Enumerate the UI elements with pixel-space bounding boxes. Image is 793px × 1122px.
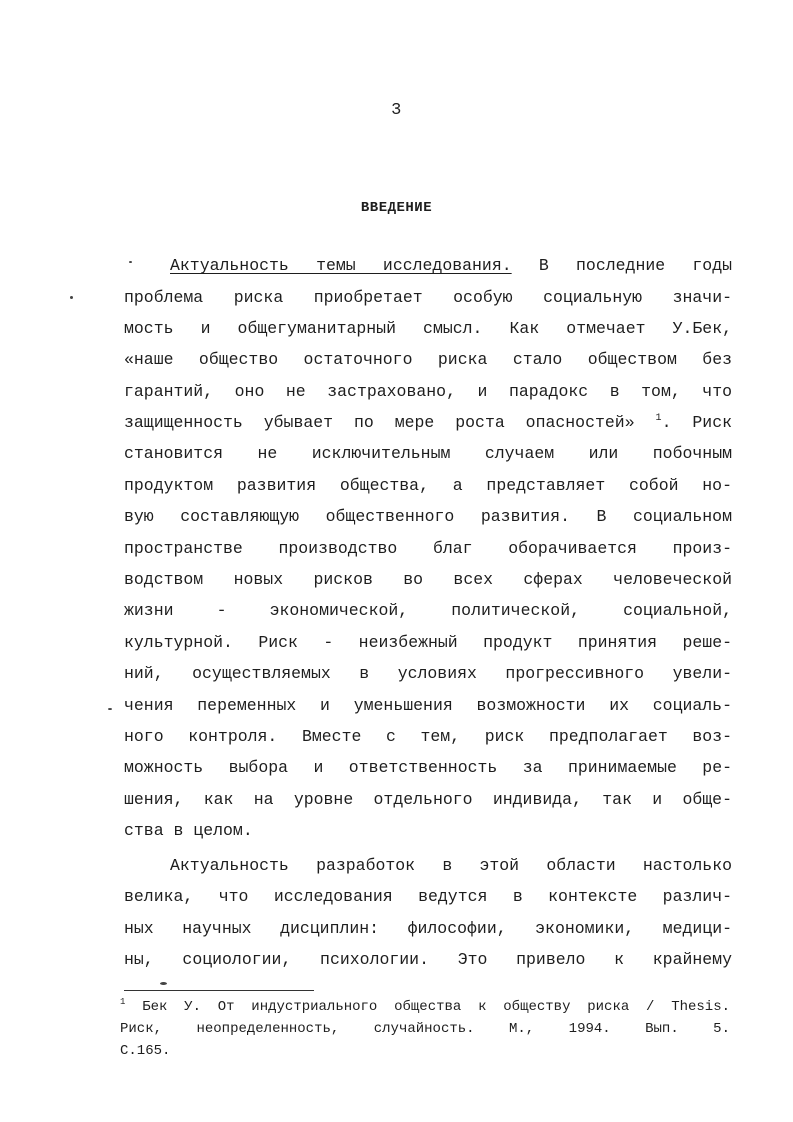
text-line-content: защищенность убывает по мере роста опасностей»: [124, 413, 635, 432]
text-line: культурной. Риск - неизбежный продукт принятия реше-: [124, 633, 732, 652]
page-number: 3: [391, 101, 402, 120]
text-line: ний, осуществляемых в условиях прогрессивного увели-: [124, 664, 732, 683]
footnote-separator: [124, 990, 314, 991]
text-line: вую составляющую общественного развития. В социальном: [124, 507, 732, 526]
footnote-reference[interactable]: 1: [655, 413, 662, 424]
text-line-content: В последние годы: [511, 256, 732, 275]
footnote-line-text: Бек У. От индустриального общества к обществу риска / Thesis.: [142, 999, 731, 1015]
text-line: Актуальность разработок в этой области настолько: [170, 856, 732, 875]
text-line: продуктом развития общества, а представляет собой но-: [124, 476, 732, 495]
heading: ВВЕДЕНИЕ: [360, 200, 433, 216]
footnote-line: Риск, неопределенность, случайность. М., 1994. Вып. 5.: [120, 1021, 730, 1037]
text-line: чения переменных и уменьшения возможности их социаль-: [124, 696, 732, 715]
text-line: ства в целом.: [124, 821, 253, 840]
text-line: [124, 407, 732, 439]
text-line: гарантий, оно не застраховано, и парадокс в том, что: [124, 382, 732, 401]
scan-speck: [108, 708, 112, 710]
scan-speck: [70, 296, 73, 299]
text-line: ного контроля. Вместе с тем, риск предполагает воз-: [124, 727, 732, 746]
footnote-line: [120, 996, 730, 1018]
text-line: ных научных дисциплин: философии, экономики, медици-: [124, 919, 732, 938]
text-line: велика, что исследования ведутся в контексте различ-: [124, 887, 732, 906]
text-line: пространстве производство благ оборачивается произ-: [124, 539, 732, 558]
text-line: проблема риска приобретает особую социальную значи-: [124, 288, 732, 307]
text-line-tail: . Риск: [661, 413, 732, 432]
text-line: «наше общество остаточного риска стало обществом без: [124, 350, 732, 369]
text-line: мость и общегуманитарный смысл. Как отмечает У.Бек,: [124, 319, 732, 338]
text-line: [170, 250, 732, 282]
footnote-line: С.165.: [120, 1043, 171, 1059]
text-line: шения, как на уровне отдельного индивида, так и обще-: [124, 790, 732, 809]
text-line: можность выбора и ответственность за принимаемые ре-: [124, 758, 732, 777]
text-line: жизни - экономической, политической, социальной,: [124, 601, 732, 620]
scan-speck: [129, 261, 132, 263]
section-lead: Актуальность темы исследования.: [170, 256, 512, 275]
footnote-mark: 1: [120, 997, 126, 1007]
scan-speck: [160, 982, 167, 985]
text-line: становится не исключительным случаем или побочным: [124, 444, 732, 463]
text-line: водством новых рисков во всех сферах человеческой: [124, 570, 732, 589]
text-line: ны, социологии, психологии. Это привело к крайнему: [124, 950, 732, 969]
